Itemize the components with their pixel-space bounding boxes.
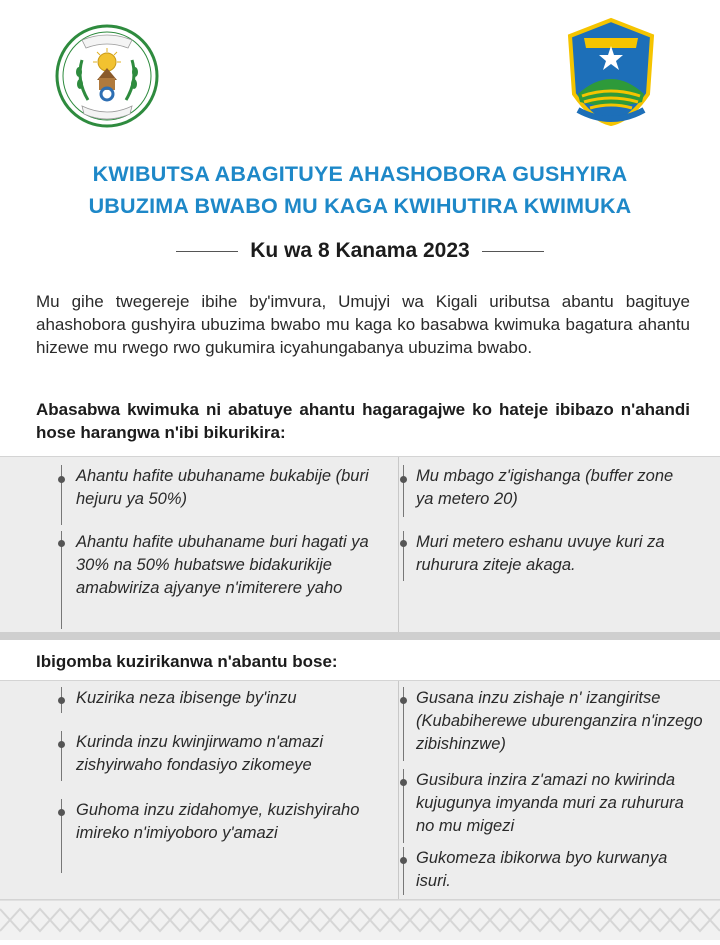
city-of-kigali-logo-icon bbox=[560, 16, 662, 128]
footer-pattern bbox=[0, 900, 720, 940]
list-item: Guhoma inzu zidahomye, kuzishyiraho imireko n'imiyoboro y'amazi bbox=[76, 801, 360, 842]
list-item: Muri metero eshanu uvuye kuri za ruhurura ziteje akaga. bbox=[416, 533, 665, 574]
list-item: Kurinda inzu kwinjirwamo n'amazi zishyirwaho fondasiyo zikomeye bbox=[76, 733, 324, 774]
list-item: Gusana inzu zishaje n' izangiritse (Kubabiherewe uburenganzira n'inzego zibishinzwe) bbox=[416, 689, 703, 753]
date-rule-right bbox=[482, 251, 544, 252]
section-divider bbox=[0, 632, 720, 640]
bullet-line bbox=[403, 847, 404, 895]
bullet-line bbox=[61, 465, 62, 525]
bullet-icon bbox=[400, 857, 407, 864]
date-row bbox=[0, 236, 720, 266]
bullet-icon bbox=[400, 476, 407, 483]
bullet-icon bbox=[400, 779, 407, 786]
column-divider bbox=[398, 457, 399, 633]
date-rule-left bbox=[176, 251, 238, 252]
list-item: Ahantu hafite ubuhaname bukabije (buri hejuru ya 50%) bbox=[76, 467, 369, 508]
column-divider bbox=[398, 681, 399, 899]
date-text: Ku wa 8 Kanama 2023 bbox=[250, 239, 470, 262]
list-item: Ahantu hafite ubuhaname buri hagati ya 30% na 50% hubatswe bidakurikije amabwiriza ajyanye n'imiterere yaho bbox=[76, 533, 369, 597]
rwanda-coat-of-arms-icon bbox=[52, 20, 162, 132]
section1-heading: Abasabwa kwimuka ni abatuye ahantu hagaragajwe ko hateje ibibazo n'ahandi hose harangwa n'ibi bikurikira: bbox=[36, 400, 690, 442]
list-item: Mu mbago z'igishanga (buffer zone ya metero 20) bbox=[416, 467, 674, 508]
bullet-line bbox=[61, 731, 62, 781]
bullet-icon bbox=[58, 476, 65, 483]
bullet-icon bbox=[58, 809, 65, 816]
title-line-2: UBUZIMA BWABO MU KAGA KWIHUTIRA KWIMUKA bbox=[88, 194, 632, 218]
bullet-icon bbox=[58, 697, 65, 704]
page-title bbox=[0, 158, 720, 222]
list-item: Gukomeza ibikorwa byo kurwanya isuri. bbox=[416, 849, 668, 890]
bullet-icon bbox=[58, 741, 65, 748]
bullet-icon bbox=[400, 697, 407, 704]
section1-panel bbox=[0, 456, 720, 634]
list-item: Gusibura inzira z'amazi no kwirinda kujugunya imyanda muri za ruhurura no mu migezi bbox=[416, 771, 684, 835]
bullet-line bbox=[403, 465, 404, 517]
section2-panel bbox=[0, 680, 720, 900]
section2-heading: Ibigomba kuzirikanwa n'abantu bose: bbox=[36, 652, 338, 671]
title-line-1: KWIBUTSA ABAGITUYE AHASHOBORA GUSHYIRA bbox=[92, 162, 628, 186]
bullet-icon bbox=[400, 540, 407, 547]
bullet-icon bbox=[58, 540, 65, 547]
intro-paragraph: Mu gihe twegereje ibihe by'imvura, Umujyi wa Kigali uributsa abantu bagituye ahashobora gushyira ubuzima bwabo mu kaga ko basabwa kwimuka bagatura ahantu hizewe mu rwego rwo gukumira icyahungabanya ubuzima bwabo. bbox=[36, 292, 690, 357]
list-item: Kuzirika neza ibisenge by'inzu bbox=[76, 689, 297, 707]
bullet-line bbox=[403, 531, 404, 581]
